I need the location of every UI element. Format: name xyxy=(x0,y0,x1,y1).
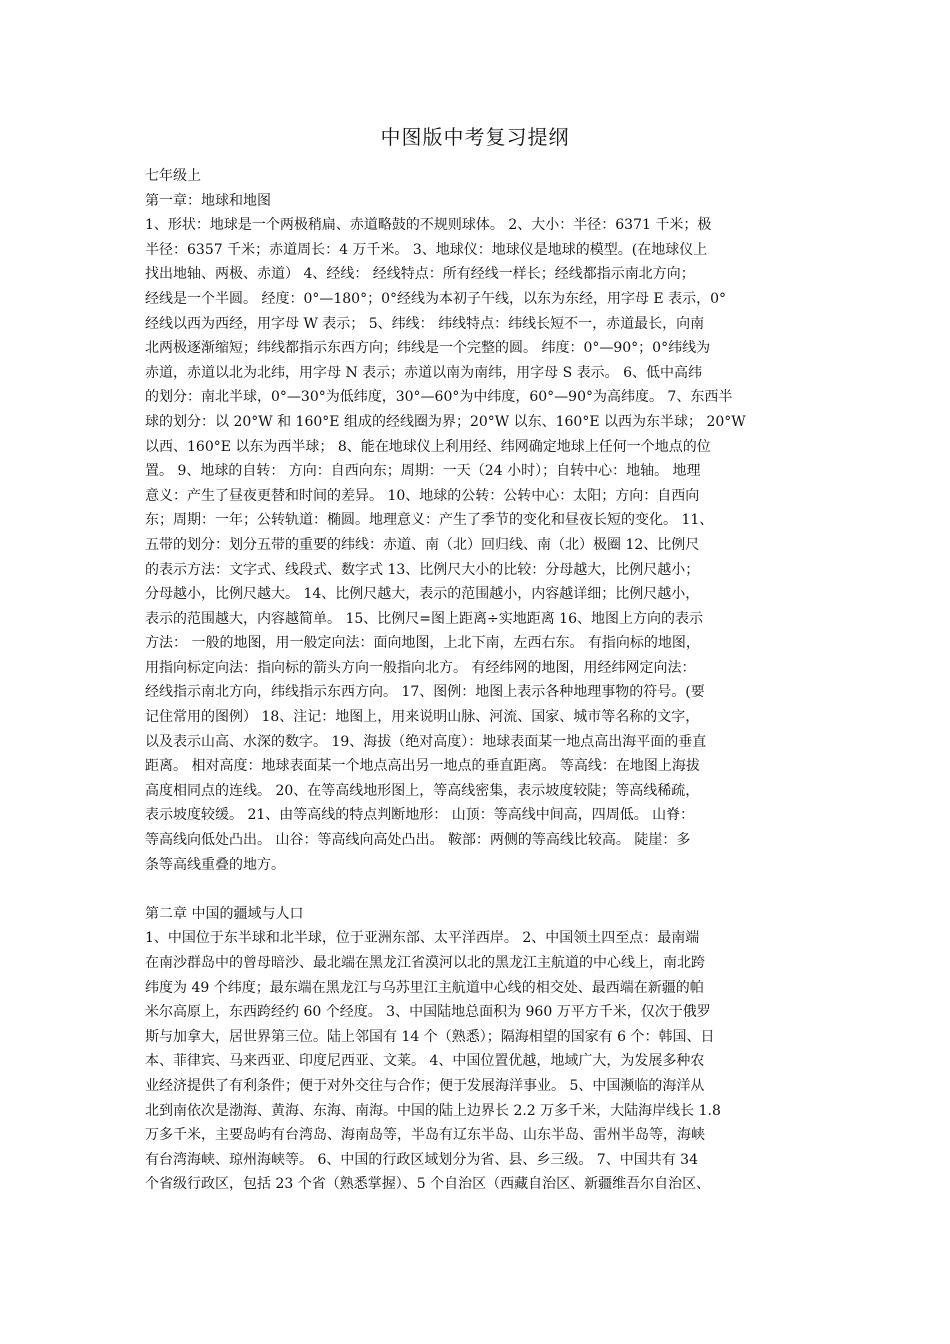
body-text-line: 距离。 相对高度：地球表面某一个地点高出另一地点的垂直距离。 等高线：在地图上海拔 xyxy=(145,758,700,775)
chapter-2-heading: 第二章 中国的疆域与人口 xyxy=(145,905,304,922)
body-text-line: 经线指示南北方向，纬线指示东西方向。 17、图例：地图上表示各种地理事物的符号。(要 xyxy=(145,684,705,701)
chapter-1-heading: 第一章：地球和地图 xyxy=(145,192,271,209)
body-text-line: 本、菲律宾、马来西亚、印度尼西亚、文莱。 4、中国位置优越，地域广大，为发展多种农 xyxy=(145,1053,705,1070)
body-text-line: 1、形状：地球是一个两极稍扁、赤道略鼓的不规则球体。 2、大小：半径：6371 千米；极 xyxy=(145,217,712,234)
body-text-line: 半径：6357 千米；赤道周长：4 万千米。 3、地球仪：地球仪是地球的模型。(在地球仪上 xyxy=(145,241,708,258)
grade-heading: 七年级上 xyxy=(145,168,201,184)
body-text-line: 东；周期：一年；公转轨道：椭圆。地理意义：产生了季节的变化和昼夜长短的变化。 11、 xyxy=(145,512,714,529)
body-text-line: 球的划分：以 20°W 和 160°E 组成的经线圈为界；20°W 以东、160°E 以西为东半球； 20°W xyxy=(145,413,746,430)
body-text-line: 在南沙群岛中的曾母暗沙、最北端在黑龙江省漠河以北的黑龙江主航道的中心线上，南北跨 xyxy=(145,955,705,971)
body-text-line: 个省级行政区，包括 23 个省（熟悉掌握）、5 个自治区（西藏自治区、新疆维吾尔自治区、 xyxy=(145,1176,711,1193)
body-text-line: 等高线向低处凸出。 山谷：等高线向高处凸出。 鞍部：两侧的等高线比较高。 陡崖：多 xyxy=(145,832,691,849)
section-spacer xyxy=(145,877,809,902)
body-text-line: 用指向标定向法：指向标的箭头方向一般指向北方。 有经纬网的地图，用经纬网定向法： xyxy=(145,659,696,676)
body-text-line: 业经济提供了有利条件；便于对外交往与合作；便于发展海洋事业。 5、中国濒临的海洋从 xyxy=(145,1077,705,1094)
body-text-line: 万多千米，主要岛屿有台湾岛、海南岛等，半岛有辽东半岛、山东半岛、雷州半岛等，海峡 xyxy=(145,1127,705,1144)
body-text-line: 高度相同点的连线。 20、在等高线地形图上，等高线密集，表示坡度较陡；等高线稀疏， xyxy=(145,782,700,799)
body-text-line: 纬度为 49 个纬度；最东端在黑龙江与乌苏里江主航道中心线的相交处、最西端在新疆的帕 xyxy=(145,979,704,996)
body-text-line: 北两极逐渐缩短；纬线都指示东西方向；纬线是一个完整的圆。 纬度：0°—90°；0°纬线为 xyxy=(145,340,711,357)
document-body xyxy=(145,164,809,1197)
body-text-line: 斯与加拿大，居世界第三位。陆上邻国有 14 个（熟悉）；隔海相望的国家有 6 个：韩国、日 xyxy=(145,1028,715,1045)
body-text-line: 的表示方法：文字式、线段式、数字式 13、比例尺大小的比较：分母越大，比例尺越小； xyxy=(145,561,700,578)
body-text-line: 以西、160°E 以东为西半球； 8、能在地球仪上利用经、纬网确定地球上任何一个地点的位 xyxy=(145,438,711,455)
body-text-line: 分母越小，比例尺越大。 14、比例尺越大，表示的范围越小，内容越详细；比例尺越小， xyxy=(145,586,700,603)
body-text-line: 记住常用的图例） 18、注记：地图上，用来说明山脉、河流、国家、城市等名称的文字， xyxy=(145,709,700,726)
body-text-line: 经线是一个半圆。 经度：0°—180°；0°经线为本初子午线，以东为东经，用字母 E 表示，0° xyxy=(145,290,727,307)
body-text-line: 条等高线重叠的地方。 xyxy=(145,856,285,873)
body-text-line: 米尔高原上，东西跨经约 60 个经度。 3、中国陆地总面积为 960 万平方千米，仅次于俄罗 xyxy=(145,1004,711,1021)
chapter-2-body xyxy=(145,926,809,1197)
body-text-line: 北到南依次是渤海、黄海、东海、南海。中国的陆上边界长 2.2 万多千米，大陆海岸线长 1.8 xyxy=(145,1102,721,1119)
body-text-line: 意义：产生了昼夜更替和时间的差异。 10、地球的公转：公转中心：太阳；方向：自西向 xyxy=(145,487,700,504)
body-text-line: 五带的划分：划分五带的重要的纬线：赤道、南（北）回归线、南（北）极圈 12、比例尺 xyxy=(145,536,700,553)
body-text-line: 赤道，赤道以北为北纬，用字母 N 表示；赤道以南为南纬，用字母 S 表示。 6、低中高纬 xyxy=(145,364,702,381)
document-title: 中图版中考复习提纲 xyxy=(380,125,570,149)
chapter-1-body xyxy=(145,213,809,877)
body-text-line: 表示的范围越大，内容越简单。 15、比例尺=图上距离÷实地距离 16、地图上方向的表示 xyxy=(145,610,703,627)
body-text-line: 有台湾海峡、琼州海峡等。 6、中国的行政区域划分为省、县、乡三级。 7、中国共有 34 xyxy=(145,1151,698,1168)
body-text-line: 经线以西为西经，用字母 W 表示； 5、纬线： 纬线特点：纬线长短不一，赤道最长，向南 xyxy=(145,315,705,332)
body-text-line: 找出地轴、两极、赤道） 4、经线： 经线特点：所有经线一样长；经线都指示南北方向； xyxy=(145,266,695,283)
body-text-line: 方法： 一般的地图，用一般定向法：面向地图，上北下南，左西右东。 有指向标的地图， xyxy=(145,635,700,652)
body-text-line: 的划分：南北半球，0°—30°为低纬度，30°—60°为中纬度，60°—90°为高纬度。 7、东西半 xyxy=(145,389,733,406)
body-text-line: 表示坡度较缓。 21、由等高线的特点判断地形： 山顶：等高线中间高，四周低。 山脊： xyxy=(145,807,695,824)
body-text-line: 以及表示山高、水深的数字。 19、海拔（绝对高度）：地球表面某一地点高出海平面的垂直 xyxy=(145,733,707,750)
body-text-line: 置。 9、地球的自转： 方向：自西向东；周期：一天（24 小时）；自转中心：地轴。 地理 xyxy=(145,463,701,480)
body-text-line: 1、中国位于东半球和北半球，位于亚洲东部、太平洋西岸。 2、中国领土四至点：最南端 xyxy=(145,930,700,947)
